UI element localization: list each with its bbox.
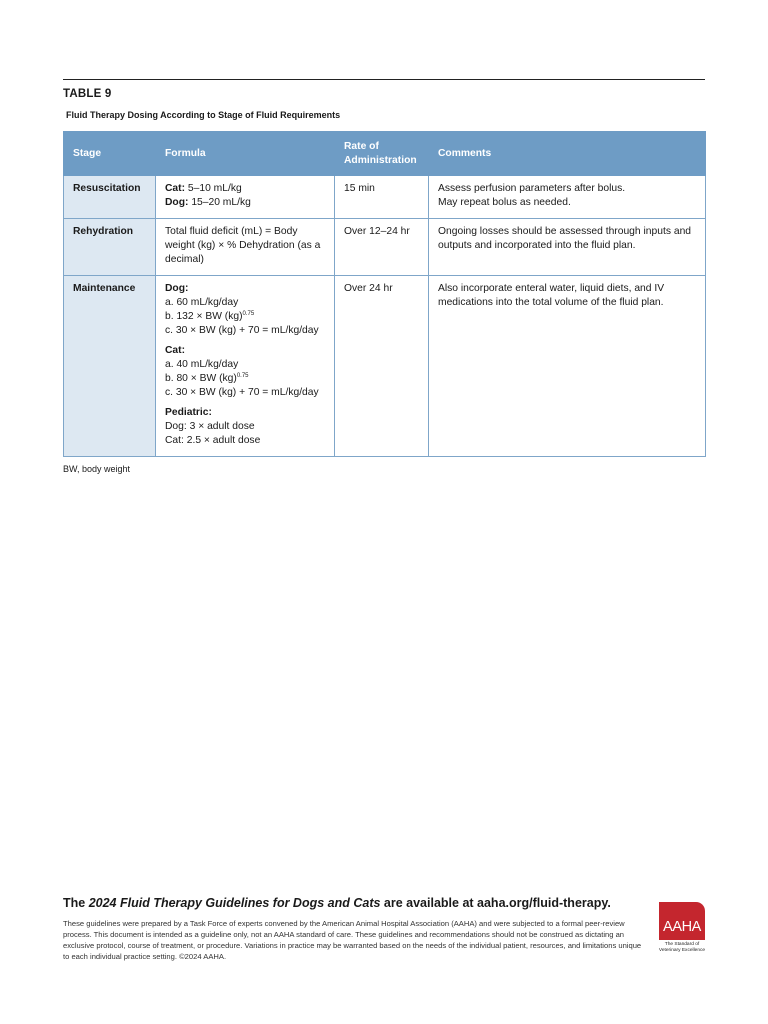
stage-cell: Maintenance [64,276,156,457]
formula-line: a. 60 mL/kg/day [165,297,239,308]
table-label: TABLE 9 [63,88,112,100]
table-header-row [64,132,706,176]
formula-line: c. 30 × BW (kg) + 70 = mL/kg/day [165,325,319,336]
formula-cell [156,176,335,219]
formula-text: b. 80 × BW (kg) [165,373,237,384]
comments-cell: Also incorporate enteral water, liquid diets, and IV medications into the total volume of the fluid plan. [429,276,706,457]
table-row-resuscitation [64,176,706,219]
formula-group-cat [165,344,325,400]
tagline-line: Veterinary Excellence [658,948,706,953]
formula-exponent: 0.75 [242,311,255,317]
formula-exponent: 0.75 [236,373,249,379]
column-header-rate: Rate of Administration [335,132,429,176]
availability-suffix: are available at aaha.org/fluid-therapy. [380,896,611,910]
stage-cell: Rehydration [64,219,156,276]
column-header-comments: Comments [429,132,706,176]
guidelines-title: 2024 Fluid Therapy Guidelines for Dogs and Cats [88,896,381,910]
formula-value: 15–20 mL/kg [188,197,251,208]
aaha-logo-tagline [652,942,712,954]
formula-cell: Total fluid deficit (mL) = Body weight (kg) × % Dehydration (as a decimal) [156,219,335,276]
rate-cell: Over 12–24 hr [335,219,429,276]
formula-line: Cat: 2.5 × adult dose [165,435,261,446]
availability-notice [63,896,611,910]
top-rule [63,79,705,80]
formula-line: Dog: 3 × adult dose [165,421,255,432]
table-title: Fluid Therapy Dosing According to Stage of Fluid Requirements [66,110,341,120]
formula-line [165,196,325,210]
availability-prefix: The [63,896,89,910]
formula-group-heading: Pediatric: [165,407,212,418]
fluid-dosing-table [63,131,706,457]
comment-line: Assess perfusion parameters after bolus. [438,183,626,194]
formula-line [165,372,325,386]
formula-line: c. 30 × BW (kg) + 70 = mL/kg/day [165,387,319,398]
disclaimer-text: These guidelines were prepared by a Task Force of experts convened by the American Animal Hospital Association (AAHA) and were subjected to a formal peer-review process. This document is intended as a guideline only, not an AAHA standard of care. These guidelines and recommendations should not be construed as dictating an exclusive protocol, course of treatment, or procedure. Variations in practice may be warranted based on the needs of the individual patient, resources, and limitations unique to each individual practice setting. ©2024 AAHA. [63,919,642,961]
formula-group-dog [165,282,325,338]
table-footnote: BW, body weight [63,464,131,474]
rate-cell: 15 min [335,176,429,219]
formula-cell [156,276,335,457]
column-header-formula: Formula [156,132,335,176]
formula-text: b. 132 × BW (kg) [165,311,243,322]
tagline-line: The Standard of [664,942,700,947]
formula-line: a. 40 mL/kg/day [165,359,239,370]
formula-line [165,310,325,324]
aaha-logo-text: AAHA [663,919,701,935]
comments-cell [429,176,706,219]
column-header-stage: Stage [64,132,156,176]
comment-line: May repeat bolus as needed. [438,197,571,208]
formula-group-pediatric [165,406,325,448]
formula-group-heading: Dog: [165,283,189,294]
formula-species-label: Dog: [165,197,189,208]
table-row-rehydration [64,219,706,276]
formula-line [165,182,325,196]
formula-value: 5–10 mL/kg [185,183,242,194]
rate-cell: Over 24 hr [335,276,429,457]
comments-cell: Ongoing losses should be assessed through inputs and outputs and incorporated into the fluid plan. [429,219,706,276]
formula-group-heading: Cat: [165,345,186,356]
table-row-maintenance [64,276,706,457]
formula-species-label: Cat: [165,183,186,194]
stage-cell: Resuscitation [64,176,156,219]
